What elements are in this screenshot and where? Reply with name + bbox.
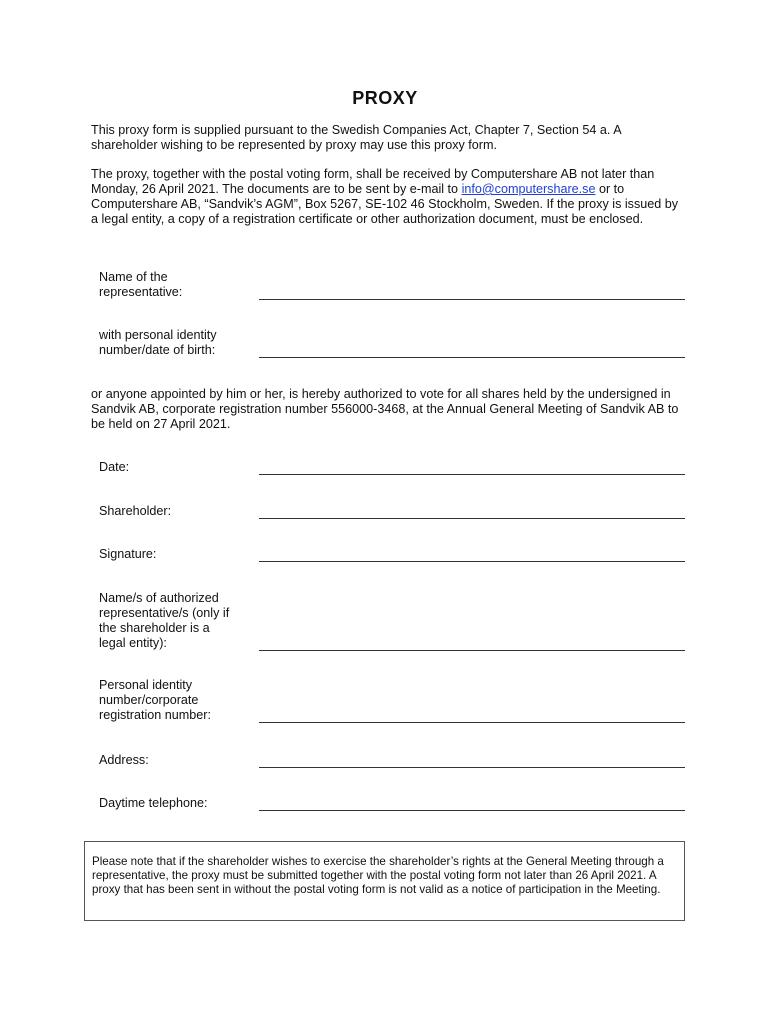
field-label: Address:	[99, 753, 149, 767]
shareholder-field	[99, 502, 685, 519]
representative-name-input[interactable]	[259, 299, 685, 300]
daytime-telephone-field	[99, 794, 685, 811]
signature-input[interactable]	[259, 561, 685, 562]
date-field	[99, 458, 685, 475]
field-label: Signature:	[99, 547, 157, 561]
authorized-representative-input[interactable]	[259, 650, 685, 651]
representative-id-input[interactable]	[259, 357, 685, 358]
field-label: Shareholder:	[99, 504, 172, 518]
shareholder-input[interactable]	[259, 518, 685, 519]
notice-box: Please note that if the shareholder wishes to exercise the shareholder’s rights at the General Meeting through a representative, the proxy must be submitted together with the postal voting form not later than 26 April 2021. A proxy that has been sent in without the postal voting form is not valid as a notice of participation in the Meeting.	[84, 841, 685, 921]
field-label: Personal identity number/corporate registration number:	[99, 678, 211, 722]
instructions-text-after-email: or to Computershare AB, “Sandvik’s AGM”, Box 5267, SE-102 46 Stockholm, Sweden. If the proxy is issued by a legal entity, a copy of a registration certificate or other authorization document, must be enclosed.	[91, 182, 679, 226]
field-label: Name/s of authorized representative/s (only if the shareholder is a legal entity):	[99, 591, 230, 650]
intro-paragraph: This proxy form is supplied pursuant to the Swedish Companies Act, Chapter 7, Section 54 a. A shareholder wishing to be represented by proxy may use this proxy form.	[91, 123, 621, 152]
date-input[interactable]	[259, 474, 685, 475]
page-title: PROXY	[352, 88, 418, 108]
field-label: Date:	[99, 460, 130, 474]
email-link[interactable]: info@computershare.se	[461, 182, 596, 196]
authorized-representative-field	[99, 590, 685, 651]
instructions-text-before-email: The proxy, together with the postal voting form, shall be received by Computershare AB not later than Monday, 26 April 2021. The documents are to be sent by e-mail to	[91, 167, 655, 196]
field-label: Name of the representative:	[99, 270, 183, 299]
registration-number-field	[99, 677, 685, 723]
authorization-paragraph: or anyone appointed by him or her, is hereby authorized to vote for all shares held by the undersigned in Sandvik AB, corporate registration number 556000-3468, at the Annual General Meeting of Sandvik AB to be held on 27 April 2021.	[91, 387, 679, 431]
field-label: with personal identity number/date of birth:	[99, 328, 217, 357]
registration-number-input[interactable]	[259, 722, 685, 723]
representative-name-field	[99, 268, 685, 300]
address-field	[99, 751, 685, 768]
representative-id-field	[99, 326, 685, 358]
daytime-telephone-input[interactable]	[259, 810, 685, 811]
instructions-paragraph	[91, 167, 683, 227]
address-input[interactable]	[259, 767, 685, 768]
field-label: Daytime telephone:	[99, 796, 208, 810]
signature-field	[99, 545, 685, 562]
